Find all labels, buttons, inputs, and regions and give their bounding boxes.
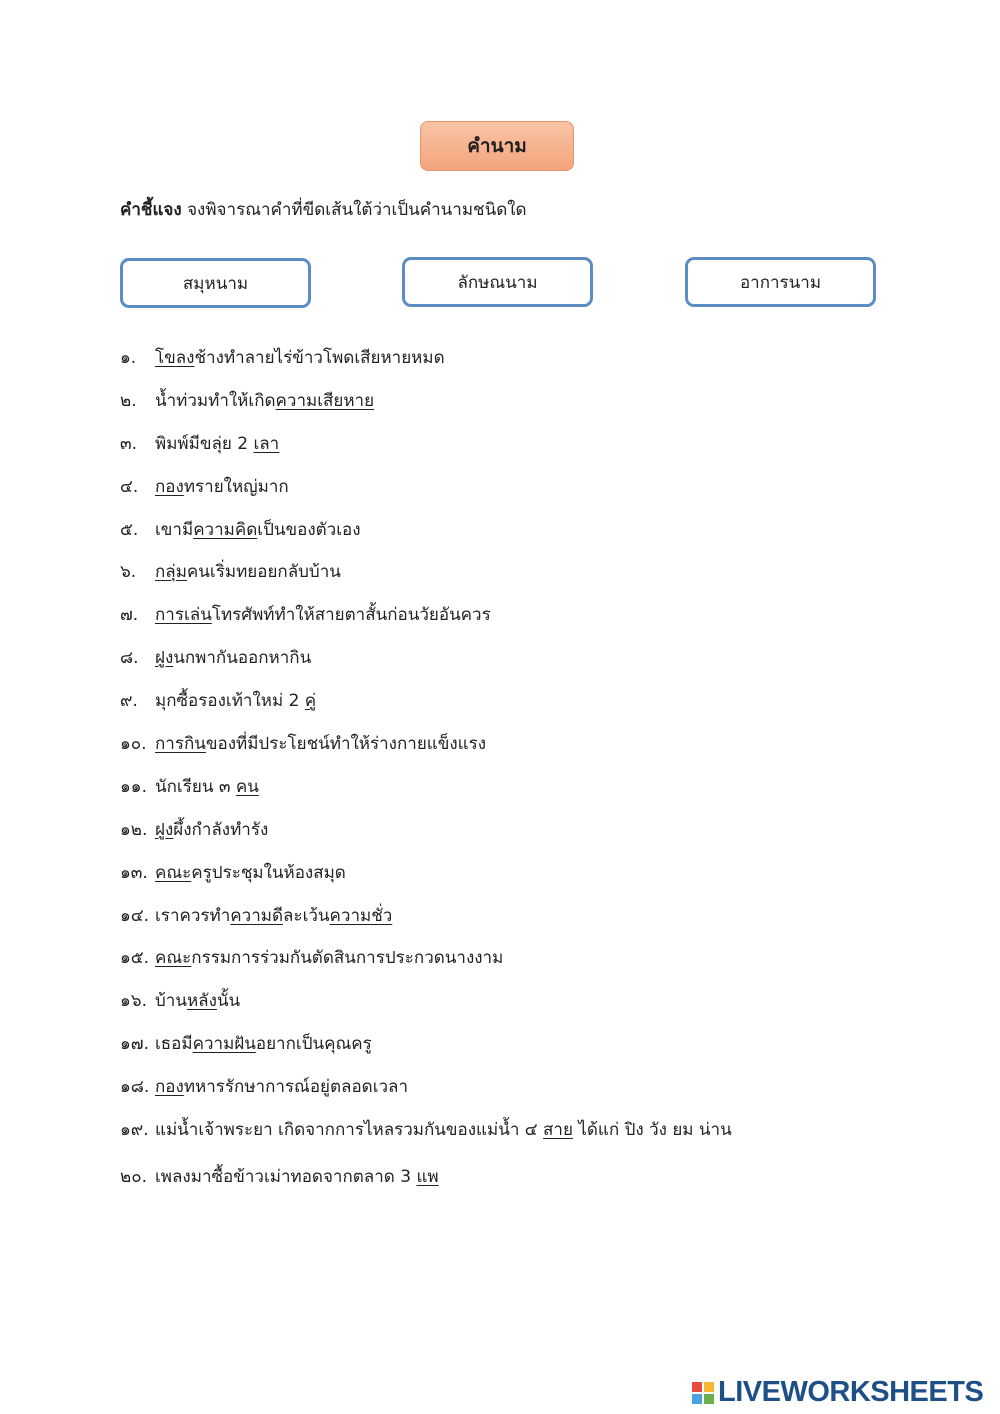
question-text	[155, 344, 445, 371]
sentence-text: พิมพ์มีขลุ่ย 2	[155, 433, 254, 454]
category-box-abstract-noun[interactable]: อาการนาม	[685, 257, 876, 307]
logo-mark-square	[704, 1382, 714, 1392]
sentence-text: อยากเป็นคุณครู	[255, 1034, 372, 1055]
sentence-text: นั้น	[216, 991, 241, 1012]
question-number: ๖.	[120, 562, 137, 583]
question-number: ๑๐.	[120, 733, 147, 754]
question-text	[155, 1163, 439, 1190]
underlined-noun[interactable]: กอง	[155, 1077, 184, 1098]
question-text	[155, 1116, 732, 1143]
logo-mark-square	[692, 1382, 702, 1392]
sentence-text: ทรายใหญ่มาก	[183, 476, 289, 497]
underlined-noun[interactable]: ความคิด	[193, 519, 258, 540]
question-number: ๗.	[120, 605, 139, 626]
sentence-text: เธอมี	[155, 1034, 193, 1055]
question-number: ๑๑.	[120, 776, 147, 797]
logo-mark-icon	[692, 1382, 714, 1404]
sentence-text: น้ำท่วมทำให้เกิด	[155, 390, 276, 411]
question-number: ๑๖.	[120, 991, 147, 1012]
underlined-noun[interactable]: ฝูง	[155, 819, 174, 840]
sentence-text: คนเริ่มทยอยกลับบ้าน	[186, 562, 341, 583]
question-text	[155, 1030, 372, 1057]
instruction-label: คำชี้แจง	[120, 200, 182, 220]
underlined-noun[interactable]: หลัง	[186, 991, 217, 1012]
question-item	[120, 722, 732, 765]
question-list	[120, 336, 732, 1198]
question-item	[120, 1022, 732, 1065]
question-item	[120, 1155, 732, 1198]
liveworksheets-logo	[692, 1376, 983, 1409]
underlined-noun[interactable]: เลา	[253, 433, 280, 454]
underlined-noun[interactable]: ความฝัน	[192, 1034, 256, 1055]
sentence-text: ทหารรักษาการณ์อยู่ตลอดเวลา	[183, 1077, 409, 1098]
instruction-text: จงพิจารณาคำที่ขีดเส้นใต้ว่าเป็นคำนามชนิดใด	[181, 200, 527, 220]
question-number: ๑๘.	[120, 1077, 150, 1098]
question-text	[155, 902, 392, 929]
sentence-text: ช้างทำลายไร่ข้าวโพดเสียหายหมด	[194, 347, 445, 368]
question-item	[120, 465, 732, 508]
question-text	[155, 558, 341, 585]
question-text	[155, 1073, 408, 1100]
sentence-text: นกพากันออกหากิน	[173, 648, 312, 669]
logo-text: LIVEWORKSHEETS	[718, 1376, 984, 1408]
question-item	[120, 593, 732, 636]
question-item	[120, 1108, 732, 1151]
underlined-noun[interactable]: กลุ่ม	[155, 562, 187, 583]
sentence-text: ได้แก่ ปิง วัง ยม น่าน	[572, 1119, 732, 1140]
question-number: ๒๐.	[120, 1166, 147, 1187]
question-number: ๑๒.	[120, 819, 148, 840]
question-number: ๑๕.	[120, 948, 150, 969]
question-item	[120, 936, 732, 979]
underlined-noun[interactable]: คู่	[304, 691, 317, 712]
underlined-noun[interactable]: คณะ	[155, 862, 192, 883]
question-text	[155, 387, 374, 414]
question-number: ๕.	[120, 519, 139, 540]
underlined-noun[interactable]: กอง	[155, 476, 184, 497]
underlined-noun[interactable]: การเล่น	[155, 605, 212, 626]
question-text	[155, 859, 346, 886]
page-title: คำนาม	[420, 121, 574, 171]
question-text	[155, 730, 486, 757]
question-text	[155, 773, 259, 800]
question-item	[120, 1065, 732, 1108]
question-text	[155, 601, 491, 628]
underlined-noun[interactable]: ความชั่ว	[329, 905, 393, 926]
question-item	[120, 679, 732, 722]
question-text	[155, 944, 503, 971]
question-item	[120, 765, 732, 808]
instruction	[120, 196, 527, 223]
question-number: ๑๓.	[120, 862, 148, 883]
category-box-classifier-noun[interactable]: ลักษณนาม	[402, 257, 593, 307]
question-text	[155, 816, 268, 843]
question-item	[120, 336, 732, 379]
question-text	[155, 516, 361, 543]
question-item	[120, 422, 732, 465]
sentence-text: เราควรทำ	[155, 905, 231, 926]
sentence-text: ผึ้งกำลังทำรัง	[173, 819, 269, 840]
underlined-noun[interactable]: แพ	[416, 1166, 439, 1187]
sentence-text: นักเรียน ๓	[155, 776, 236, 797]
sentence-text: แม่น้ำเจ้าพระยา เกิดจากการไหลรวมกันของแม่น้ำ ๔	[155, 1119, 544, 1140]
question-number: ๑๗.	[120, 1034, 149, 1055]
sentence-text: เป็นของตัวเอง	[257, 519, 361, 540]
sentence-text: เพลงมาซื้อข้าวเม่าทอดจากตลาด 3	[155, 1166, 417, 1187]
question-number: ๑.	[120, 347, 137, 368]
question-number: ๒.	[120, 390, 137, 411]
question-number: ๓.	[120, 433, 138, 454]
question-text	[155, 473, 289, 500]
logo-mark-square	[692, 1394, 702, 1404]
sentence-text: ละเว้น	[283, 905, 330, 926]
question-item	[120, 550, 732, 593]
question-number: ๑๙.	[120, 1119, 149, 1140]
question-number: ๙.	[120, 691, 138, 712]
sentence-text: ของที่มีประโยชน์ทำให้ร่างกายแข็งแรง	[205, 733, 487, 754]
underlined-noun[interactable]: คณะ	[155, 948, 192, 969]
underlined-noun[interactable]: สาย	[543, 1119, 573, 1140]
question-number: ๔.	[120, 476, 139, 497]
underlined-noun[interactable]: คน	[235, 776, 259, 797]
underlined-noun[interactable]: ฝูง	[155, 648, 174, 669]
sentence-text: เขามี	[155, 519, 194, 540]
sentence-text: ครูประชุมในห้องสมุด	[191, 862, 346, 883]
category-box-collective-noun[interactable]: สมุหนาม	[120, 258, 311, 308]
question-number: ๘.	[120, 648, 139, 669]
question-item	[120, 508, 732, 551]
underlined-noun[interactable]: โขลง	[155, 347, 195, 368]
question-number: ๑๔.	[120, 905, 150, 926]
underlined-noun[interactable]: ความดี	[230, 905, 284, 926]
question-item	[120, 636, 732, 679]
question-item	[120, 979, 732, 1022]
sentence-text: โทรศัพท์ทำให้สายตาสั้นก่อนวัยอันควร	[211, 605, 491, 626]
sentence-text: มุกซื้อรองเท้าใหม่ 2	[155, 691, 305, 712]
sentence-text: บ้าน	[155, 991, 187, 1012]
question-item	[120, 894, 732, 937]
question-text	[155, 430, 279, 457]
question-text	[155, 987, 240, 1014]
underlined-noun[interactable]: ความเสียหาย	[275, 390, 375, 411]
sentence-text: กรรมการร่วมกันตัดสินการประกวดนางงาม	[191, 948, 504, 969]
underlined-noun[interactable]: การกิน	[155, 733, 206, 754]
question-text	[155, 687, 316, 714]
question-item	[120, 851, 732, 894]
question-item	[120, 379, 732, 422]
logo-mark-square	[704, 1394, 714, 1404]
question-item	[120, 808, 732, 851]
question-text	[155, 644, 311, 671]
